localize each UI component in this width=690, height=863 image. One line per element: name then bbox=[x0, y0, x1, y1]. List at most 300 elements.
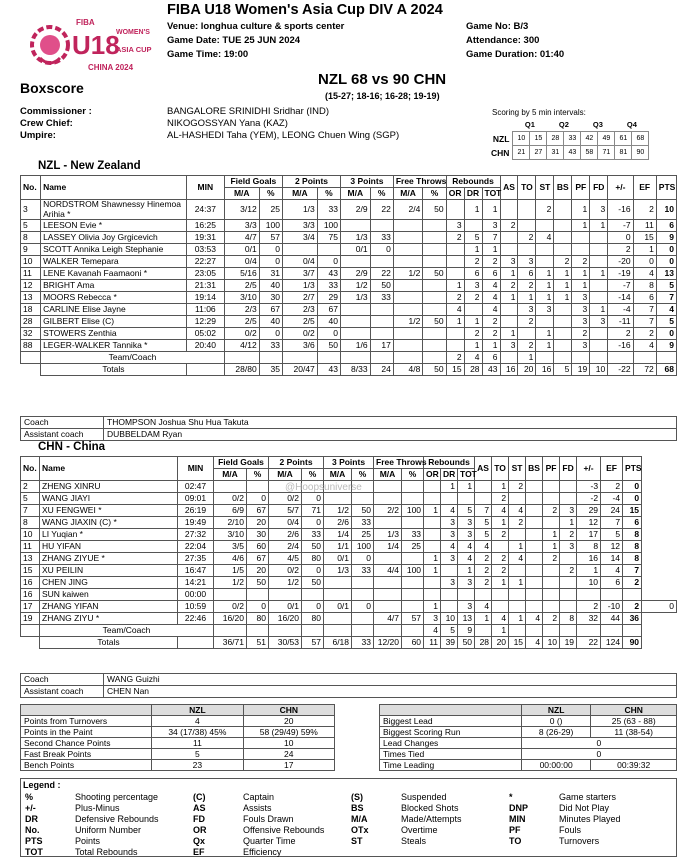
summary-label: Points from Turnovers bbox=[21, 716, 152, 727]
stat-cell: 17 bbox=[577, 529, 601, 541]
totals-cell: 20 bbox=[492, 637, 509, 649]
legend-key: Qx bbox=[193, 836, 206, 846]
stat-cell: 9 bbox=[656, 340, 676, 352]
stat-cell: 31 bbox=[259, 268, 282, 280]
stat-cell: 20 bbox=[247, 565, 269, 577]
legend-item bbox=[193, 836, 296, 846]
stat-cell: 1 bbox=[458, 565, 475, 577]
stat-cell bbox=[423, 328, 446, 340]
legend-item bbox=[25, 792, 158, 802]
col-header-ma: M/A bbox=[341, 188, 371, 200]
stat-cell: 1 bbox=[518, 292, 536, 304]
stat-cell bbox=[590, 340, 608, 352]
stat-cell: 10:59 bbox=[178, 601, 214, 613]
summary-row bbox=[380, 716, 677, 727]
player-number: 3 bbox=[21, 200, 41, 220]
col-header-field-goals: Field Goals bbox=[214, 457, 269, 469]
stat-cell bbox=[424, 529, 441, 541]
col-header-pts: PTS bbox=[623, 457, 642, 481]
stat-cell: 1/4 bbox=[324, 529, 352, 541]
stat-cell: 0 bbox=[656, 244, 676, 256]
stat-cell bbox=[247, 481, 269, 493]
stat-cell bbox=[393, 280, 423, 292]
stat-cell: 1 bbox=[554, 292, 572, 304]
stat-cell bbox=[526, 565, 543, 577]
stat-cell: -19 bbox=[608, 268, 633, 280]
stat-cell: 2 bbox=[601, 481, 623, 493]
stat-cell: 0 bbox=[370, 244, 393, 256]
stat-cell: 3 bbox=[464, 280, 482, 292]
stat-cell bbox=[560, 493, 577, 505]
stat-cell: 3 bbox=[441, 529, 458, 541]
stat-cell bbox=[446, 244, 464, 256]
stat-cell: 13 bbox=[656, 268, 676, 280]
stat-cell bbox=[324, 493, 352, 505]
legend-key: TOT bbox=[25, 847, 43, 857]
stat-cell bbox=[554, 244, 572, 256]
summary-row bbox=[21, 749, 335, 760]
stat-cell bbox=[572, 244, 590, 256]
stat-cell: 29 bbox=[577, 505, 601, 517]
stat-cell bbox=[554, 352, 572, 364]
stat-cell: 3 bbox=[560, 541, 577, 553]
stat-cell: 4 bbox=[526, 613, 543, 625]
player-name: ZHANG YIFAN bbox=[40, 601, 178, 613]
assistant-coach-label: Assistant coach bbox=[21, 686, 104, 698]
stat-cell: 57 bbox=[259, 232, 282, 244]
summary-label: Fast Break Points bbox=[21, 749, 152, 760]
stat-cell: 16:47 bbox=[178, 565, 214, 577]
totals-cell bbox=[178, 637, 214, 649]
stat-cell: 2 bbox=[633, 200, 656, 220]
stat-cell: 4/12 bbox=[224, 340, 259, 352]
stat-cell: 5 bbox=[601, 529, 623, 541]
stat-cell: 0/2 bbox=[269, 493, 302, 505]
stat-cell: 3 bbox=[424, 613, 441, 625]
totals-cell: 68 bbox=[656, 364, 676, 376]
interval-q4: Q4 bbox=[626, 120, 637, 129]
stat-cell: 19:31 bbox=[186, 232, 224, 244]
totals-cell: 5 bbox=[554, 364, 572, 376]
stat-cell: 00:00 bbox=[178, 589, 214, 601]
col-header-pm: +/- bbox=[608, 176, 633, 200]
stat-cell: 3 bbox=[458, 601, 475, 613]
stat-cell bbox=[554, 340, 572, 352]
stat-cell: 50 bbox=[352, 505, 374, 517]
stat-cell: 3/12 bbox=[224, 200, 259, 220]
stat-cell: 1 bbox=[509, 541, 526, 553]
stat-cell: 2 bbox=[518, 232, 536, 244]
player-name: LASSEY Olivia Joy Grgicevich bbox=[41, 232, 187, 244]
player-name: GILBERT Elise (C) bbox=[41, 316, 187, 328]
summary-value: 11 (38-54) bbox=[591, 727, 677, 738]
col-header-ef: EF bbox=[601, 457, 623, 481]
stat-cell: 1/4 bbox=[374, 541, 402, 553]
player-row bbox=[21, 565, 677, 577]
totals-cell: 57 bbox=[302, 637, 324, 649]
stat-cell: 2/9 bbox=[341, 268, 371, 280]
player-name: WANG JIAYI bbox=[40, 493, 178, 505]
stat-cell: 3 bbox=[572, 316, 590, 328]
stat-cell: 16 bbox=[577, 553, 601, 565]
stat-cell: 0/1 bbox=[324, 553, 352, 565]
player-number: 15 bbox=[21, 565, 40, 577]
stat-cell: 0/4 bbox=[224, 256, 259, 268]
player-row bbox=[21, 340, 677, 352]
stat-cell: 1 bbox=[572, 280, 590, 292]
player-row bbox=[21, 553, 677, 565]
stat-cell bbox=[509, 529, 526, 541]
stat-cell: 1/3 bbox=[282, 280, 317, 292]
col-header-or: OR bbox=[424, 469, 441, 481]
stat-cell bbox=[370, 220, 393, 232]
stat-cell: 0 bbox=[259, 256, 282, 268]
stat-cell: 3 bbox=[572, 340, 590, 352]
totals-cell: 72 bbox=[633, 364, 656, 376]
stat-cell: 50 bbox=[302, 577, 324, 589]
player-name: WANG JIAXIN (C) * bbox=[40, 517, 178, 529]
stat-cell: 1 bbox=[590, 268, 608, 280]
stat-cell: 1/2 bbox=[214, 577, 247, 589]
stat-cell bbox=[402, 481, 424, 493]
stat-cell: 1 bbox=[492, 481, 509, 493]
summary-row bbox=[380, 749, 677, 760]
stat-cell: 4 bbox=[458, 553, 475, 565]
summary-header: CHN bbox=[243, 705, 334, 716]
stat-cell: 2 bbox=[518, 340, 536, 352]
totals-cell: 15 bbox=[446, 364, 464, 376]
stat-cell: 1/2 bbox=[393, 316, 423, 328]
stat-cell: 1 bbox=[536, 280, 554, 292]
stat-cell: 2 bbox=[509, 517, 526, 529]
legend-description: Game starters bbox=[559, 792, 617, 802]
stat-cell: 40 bbox=[259, 316, 282, 328]
stat-cell bbox=[423, 280, 446, 292]
stat-cell: 23:05 bbox=[186, 268, 224, 280]
stat-cell bbox=[424, 517, 441, 529]
stat-cell: 1 bbox=[424, 553, 441, 565]
stat-cell bbox=[269, 625, 302, 637]
summary-label: Bench Points bbox=[21, 760, 152, 771]
stat-cell bbox=[302, 625, 324, 637]
player-name: BRIGHT Ama bbox=[41, 280, 187, 292]
col-header-as: AS bbox=[475, 457, 492, 481]
stat-cell: 0 bbox=[656, 328, 676, 340]
stat-cell: 2 bbox=[543, 505, 560, 517]
stat-cell bbox=[509, 493, 526, 505]
stat-cell: 30 bbox=[259, 292, 282, 304]
stat-cell: 0 bbox=[642, 601, 677, 613]
legend-item bbox=[351, 792, 447, 802]
stat-cell: 1/1 bbox=[324, 541, 352, 553]
col-header-pm: +/- bbox=[577, 457, 601, 481]
player-number: 10 bbox=[21, 256, 41, 268]
stat-cell bbox=[536, 244, 554, 256]
player-number: 11 bbox=[21, 268, 41, 280]
stat-cell: 0/4 bbox=[282, 256, 317, 268]
stat-cell bbox=[572, 232, 590, 244]
totals-cell: 24 bbox=[370, 364, 393, 376]
stat-cell: 0/1 bbox=[324, 601, 352, 613]
legend-item bbox=[25, 836, 100, 846]
totals-cell: 51 bbox=[247, 637, 269, 649]
stat-cell bbox=[633, 352, 656, 364]
col-header-ma: M/A bbox=[269, 469, 302, 481]
stat-cell: 20 bbox=[247, 517, 269, 529]
stat-cell: 3 bbox=[590, 200, 608, 220]
stat-cell: 4/7 bbox=[224, 232, 259, 244]
stat-cell: 4 bbox=[475, 541, 492, 553]
stat-cell: 2 bbox=[464, 292, 482, 304]
stat-cell bbox=[526, 625, 543, 637]
stat-cell: 2 bbox=[536, 200, 554, 220]
legend-description: Total Rebounds bbox=[75, 847, 138, 857]
stat-cell bbox=[341, 328, 371, 340]
stat-cell: 36 bbox=[623, 613, 642, 625]
stat-cell bbox=[601, 625, 623, 637]
stat-cell: 2 bbox=[608, 244, 633, 256]
stat-cell: 0 bbox=[608, 232, 633, 244]
stat-cell bbox=[536, 256, 554, 268]
player-name: ZHANG ZIYUE * bbox=[40, 553, 178, 565]
player-row bbox=[21, 200, 677, 220]
stat-cell: 1/3 bbox=[282, 200, 317, 220]
stat-cell: 3/6 bbox=[282, 340, 317, 352]
legend-description: Fouls Drawn bbox=[243, 814, 294, 824]
stat-cell bbox=[423, 256, 446, 268]
stat-cell: 5 bbox=[656, 316, 676, 328]
summary-row bbox=[380, 760, 677, 771]
col-header-ma: M/A bbox=[374, 469, 402, 481]
col-header-dr: DR bbox=[441, 469, 458, 481]
report-title: FIBA U18 Women's Asia Cup DIV A 2024 bbox=[167, 2, 443, 18]
totals-cell: 19 bbox=[560, 637, 577, 649]
stat-cell: 1 bbox=[441, 481, 458, 493]
stat-cell: 0 bbox=[633, 256, 656, 268]
stat-cell: 3 bbox=[458, 577, 475, 589]
col-header-fd: FD bbox=[560, 457, 577, 481]
stat-cell bbox=[423, 340, 446, 352]
legend-key: FD bbox=[193, 814, 205, 824]
team-coach-to: 1 bbox=[518, 352, 536, 364]
stat-cell: 16/20 bbox=[214, 613, 247, 625]
boxscore-table-nzl bbox=[20, 175, 677, 376]
stat-cell: 2 bbox=[543, 553, 560, 565]
stat-cell: 17 bbox=[370, 340, 393, 352]
player-row bbox=[21, 316, 677, 328]
stat-cell: 3 bbox=[441, 577, 458, 589]
legend-item bbox=[509, 836, 599, 846]
player-number: 11 bbox=[21, 541, 40, 553]
stat-cell: 11:06 bbox=[186, 304, 224, 316]
col-header-pct: % bbox=[423, 188, 446, 200]
stat-cell bbox=[441, 601, 458, 613]
stat-cell: 2 bbox=[475, 553, 492, 565]
stat-cell: 16/20 bbox=[269, 613, 302, 625]
player-number: 16 bbox=[21, 577, 40, 589]
stat-cell: 2 bbox=[633, 328, 656, 340]
stat-cell: 22:46 bbox=[178, 613, 214, 625]
stat-cell: 4 bbox=[633, 268, 656, 280]
stat-cell: 6 bbox=[623, 517, 642, 529]
stat-cell bbox=[577, 589, 601, 601]
totals-cell: -22 bbox=[608, 364, 633, 376]
player-name: NORDSTROM Shawnessy Hinemoa Arihia * bbox=[41, 200, 187, 220]
stat-cell: 1 bbox=[500, 328, 518, 340]
stat-cell bbox=[560, 589, 577, 601]
stat-cell: 1/3 bbox=[324, 565, 352, 577]
stat-cell: 6 bbox=[656, 220, 676, 232]
totals-cell: 16 bbox=[536, 364, 554, 376]
col-header-min: MIN bbox=[186, 176, 224, 200]
legend-item bbox=[25, 814, 159, 824]
col-header-st: ST bbox=[509, 457, 526, 481]
coach-name: WANG Guizhi bbox=[104, 674, 677, 686]
stat-cell: 2/5 bbox=[224, 316, 259, 328]
stat-cell bbox=[623, 589, 642, 601]
col-header-pct: % bbox=[317, 188, 340, 200]
stat-cell bbox=[259, 352, 282, 364]
legend-key: MIN bbox=[509, 814, 526, 824]
col-header-free-throws: Free Throws bbox=[393, 176, 446, 188]
stat-cell: 1 bbox=[633, 244, 656, 256]
summary-value: 11 bbox=[152, 738, 243, 749]
stat-cell: 2/4 bbox=[269, 541, 302, 553]
player-row bbox=[21, 244, 677, 256]
stat-cell bbox=[374, 601, 402, 613]
stat-cell: 5/16 bbox=[224, 268, 259, 280]
player-number: 13 bbox=[21, 553, 40, 565]
team-coach-or: 4 bbox=[424, 625, 441, 637]
coach-label: Coach bbox=[21, 674, 104, 686]
stat-cell: 2 bbox=[560, 529, 577, 541]
stat-cell bbox=[509, 601, 526, 613]
stat-cell bbox=[590, 256, 608, 268]
player-row bbox=[21, 328, 677, 340]
stat-cell bbox=[623, 625, 642, 637]
stat-cell: 3/10 bbox=[214, 529, 247, 541]
player-number: 10 bbox=[21, 529, 40, 541]
col-header-pct: % bbox=[302, 469, 324, 481]
stat-cell bbox=[509, 589, 526, 601]
stat-cell: 1 bbox=[475, 613, 492, 625]
stat-cell bbox=[402, 577, 424, 589]
stat-cell: 33 bbox=[402, 529, 424, 541]
col-header-pf: PF bbox=[572, 176, 590, 200]
col-header-name: Name bbox=[41, 176, 187, 200]
stat-cell bbox=[536, 352, 554, 364]
stat-cell bbox=[500, 232, 518, 244]
player-row bbox=[21, 505, 677, 517]
stat-cell bbox=[352, 613, 374, 625]
col-header-ma: M/A bbox=[214, 469, 247, 481]
player-name: MOORS Rebecca * bbox=[41, 292, 187, 304]
stat-cell: 2/5 bbox=[224, 280, 259, 292]
stat-cell: 0/1 bbox=[224, 244, 259, 256]
totals-cell: 30/53 bbox=[269, 637, 302, 649]
stat-cell bbox=[402, 493, 424, 505]
stat-cell bbox=[393, 328, 423, 340]
stat-cell bbox=[423, 232, 446, 244]
col-header-min: MIN bbox=[178, 457, 214, 481]
stat-cell: 50 bbox=[423, 200, 446, 220]
stat-cell: 5 bbox=[464, 232, 482, 244]
stat-cell: 80 bbox=[247, 613, 269, 625]
stat-cell bbox=[543, 517, 560, 529]
boxscore-heading: Boxscore bbox=[20, 80, 84, 96]
summary-value: 58 (29/49) 59% bbox=[243, 727, 334, 738]
summary-value: 5 bbox=[152, 749, 243, 760]
player-number: 2 bbox=[21, 481, 40, 493]
stat-cell: 3 bbox=[500, 340, 518, 352]
stat-cell bbox=[402, 589, 424, 601]
stat-cell: 7 bbox=[656, 292, 676, 304]
stat-cell: 02:47 bbox=[178, 481, 214, 493]
stat-cell: 4/4 bbox=[374, 565, 402, 577]
stat-cell: 4 bbox=[492, 613, 509, 625]
stat-cell: 2/4 bbox=[393, 200, 423, 220]
stat-cell: 05:02 bbox=[186, 328, 224, 340]
stat-cell: 3 bbox=[458, 517, 475, 529]
game-duration: Game Duration: 01:40 bbox=[466, 49, 565, 60]
stat-cell: 1 bbox=[572, 220, 590, 232]
stat-cell: 4 bbox=[482, 304, 500, 316]
stat-cell: 4 bbox=[536, 232, 554, 244]
stat-cell: 4 bbox=[656, 304, 676, 316]
stat-cell: 3/5 bbox=[214, 541, 247, 553]
legend-description: Uniform Number bbox=[75, 825, 142, 835]
col-header-pct: % bbox=[352, 469, 374, 481]
stat-cell: 1 bbox=[536, 268, 554, 280]
stat-cell: 4 bbox=[492, 505, 509, 517]
stat-cell: 2 bbox=[482, 328, 500, 340]
stat-cell bbox=[560, 553, 577, 565]
stat-cell: 24:37 bbox=[186, 200, 224, 220]
stat-cell: 2/6 bbox=[324, 517, 352, 529]
stat-cell: 33 bbox=[370, 292, 393, 304]
col-header-2-points: 2 Points bbox=[269, 457, 324, 469]
stat-cell bbox=[608, 352, 633, 364]
stat-cell: 4 bbox=[441, 541, 458, 553]
stat-cell: 27:35 bbox=[178, 553, 214, 565]
legend-description: Steals bbox=[401, 836, 427, 846]
stat-cell: 2 bbox=[492, 529, 509, 541]
col-header-name: Name bbox=[40, 457, 178, 481]
legend-item bbox=[351, 825, 438, 835]
stat-cell: 1 bbox=[464, 340, 482, 352]
player-name: XU FENGWEI * bbox=[40, 505, 178, 517]
stat-cell: 1/5 bbox=[214, 565, 247, 577]
col-header-fd: FD bbox=[590, 176, 608, 200]
stat-cell: 3/7 bbox=[282, 268, 317, 280]
stat-cell bbox=[464, 304, 482, 316]
legend-item bbox=[351, 836, 426, 846]
logo-text-womens: WOMEN'S bbox=[116, 29, 150, 36]
totals-cell bbox=[186, 364, 224, 376]
stat-cell bbox=[560, 625, 577, 637]
stat-cell: 26:19 bbox=[178, 505, 214, 517]
stat-cell: 67 bbox=[317, 304, 340, 316]
player-name: XU PEILIN bbox=[40, 565, 178, 577]
stat-cell: 100 bbox=[317, 220, 340, 232]
legend-item bbox=[193, 814, 294, 824]
stat-cell: 1 bbox=[590, 220, 608, 232]
stat-cell: 0 bbox=[623, 481, 642, 493]
team-coach-to: 1 bbox=[492, 625, 509, 637]
stat-cell bbox=[500, 316, 518, 328]
stat-cell: 4/5 bbox=[269, 553, 302, 565]
player-number: 7 bbox=[21, 505, 40, 517]
